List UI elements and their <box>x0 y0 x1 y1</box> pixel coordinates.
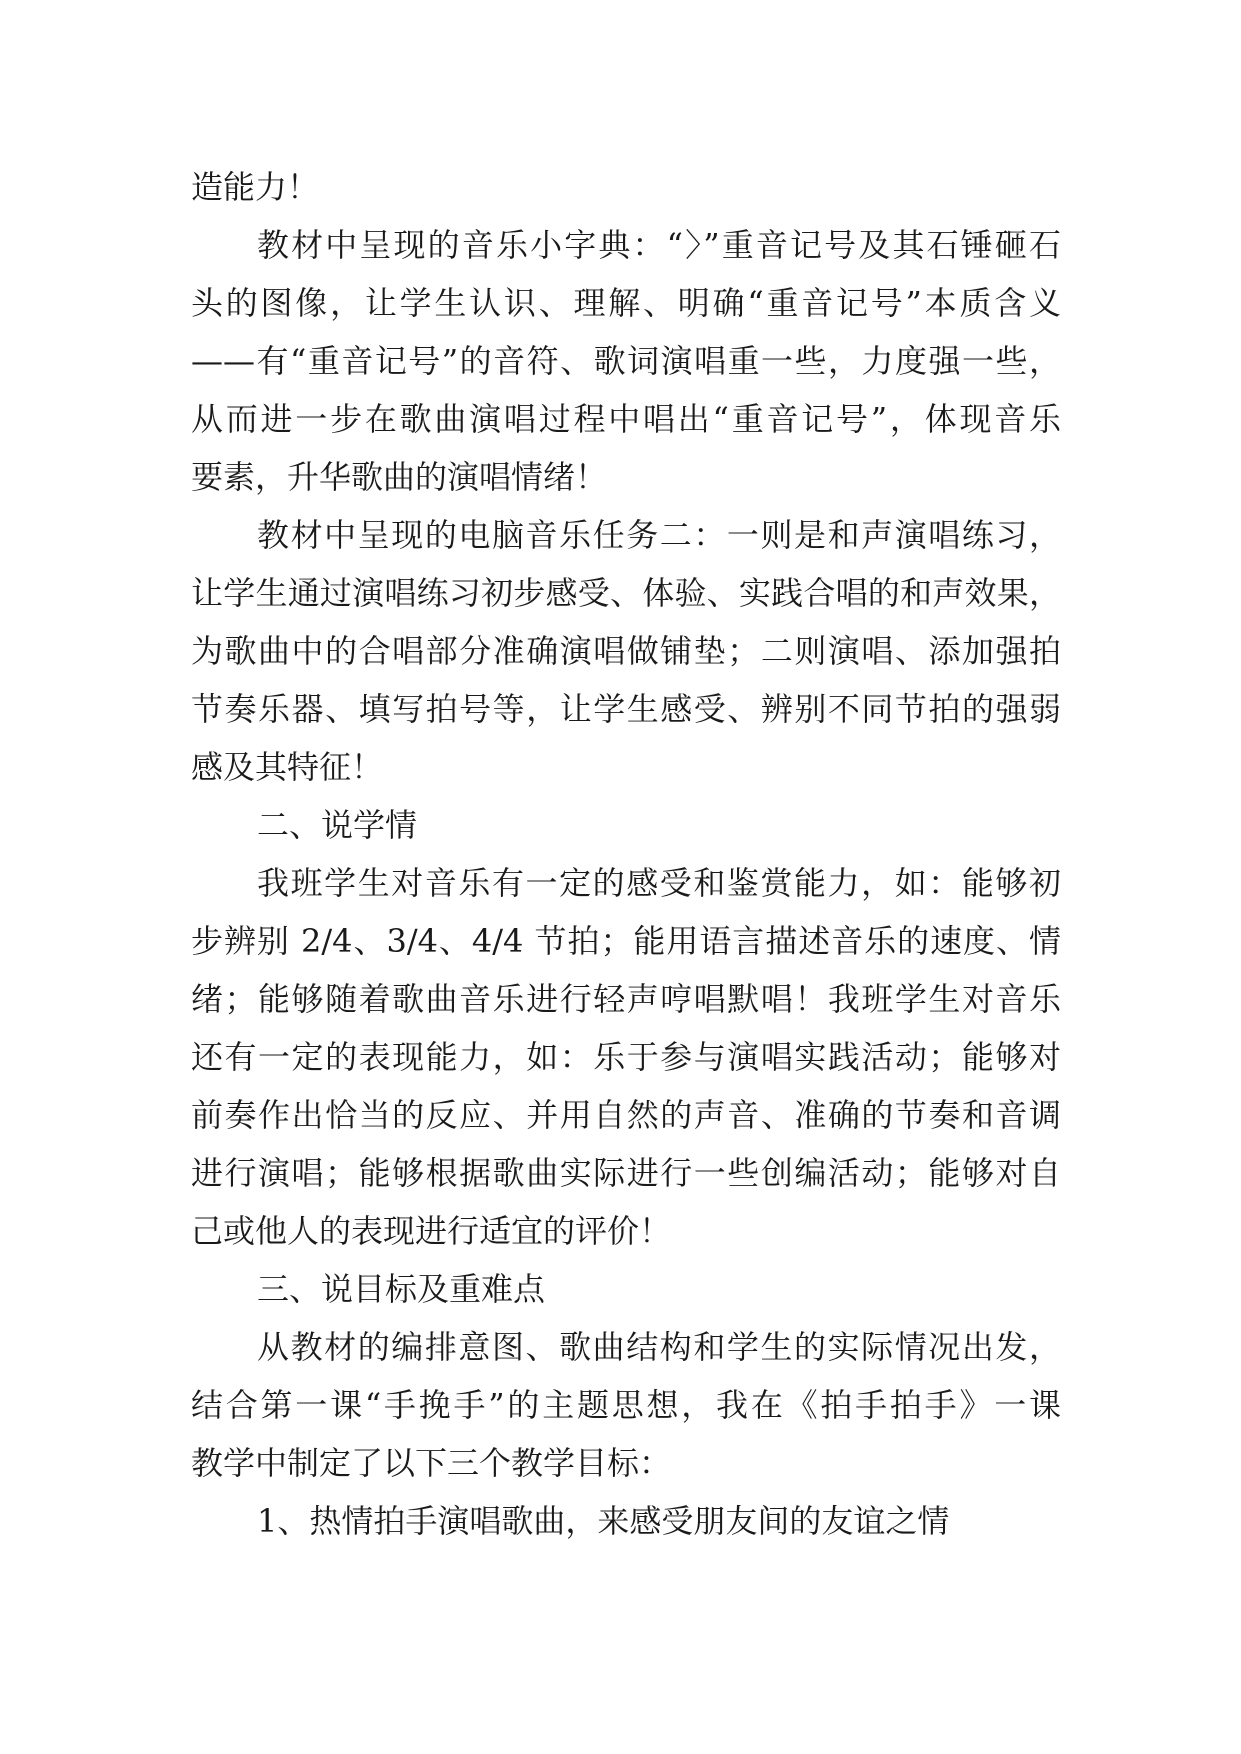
text-line: 让学生通过演唱练习初步感受、体验、实践合唱的和声效果， <box>191 574 1061 612</box>
text-line: ——有“重音记号”的音符、歌词演唱重一些，力度强一些， <box>191 342 1061 380</box>
paragraph-start: 教材中呈现的电脑音乐任务二：一则是和声演唱练习， <box>257 516 1061 554</box>
text-line: 节奏乐器、填写拍号等，让学生感受、辨别不同节拍的强弱 <box>191 690 1061 728</box>
text-line: 要素，升华歌曲的演唱情绪！ <box>191 458 608 496</box>
text-line: 感及其特征！ <box>191 748 384 786</box>
text-line: 进行演唱；能够根据歌曲实际进行一些创编活动；能够对自 <box>191 1154 1061 1192</box>
text-line: 前奏作出恰当的反应、并用自然的声音、准确的节奏和音调 <box>191 1096 1061 1134</box>
paragraph-start: 教材中呈现的音乐小字典：“〉”重音记号及其石锤砸石 <box>257 226 1061 264</box>
text-line: 造能力！ <box>191 168 320 206</box>
text-line: 步辨别 2/4、3/4、4/4 节拍；能用语言描述音乐的速度、情 <box>191 922 1061 960</box>
text-line: 绪；能够随着歌曲音乐进行轻声哼唱默唱！我班学生对音乐 <box>191 980 1061 1018</box>
list-item: 1、热情拍手演唱歌曲，来感受朋友间的友谊之情 <box>257 1502 950 1540</box>
section-heading: 三、说目标及重难点 <box>257 1270 546 1308</box>
text-line: 头的图像，让学生认识、理解、明确“重音记号”本质含义 <box>191 284 1061 322</box>
text-line: 己或他人的表现进行适宜的评价！ <box>191 1212 672 1250</box>
text-line: 还有一定的表现能力，如：乐于参与演唱实践活动；能够对 <box>191 1038 1061 1076</box>
paragraph-start: 从教材的编排意图、歌曲结构和学生的实际情况出发， <box>257 1328 1061 1366</box>
document-body <box>191 158 1061 1550</box>
text-line: 教学中制定了以下三个教学目标： <box>191 1444 672 1482</box>
section-heading: 二、说学情 <box>257 806 418 844</box>
text-line: 为歌曲中的合唱部分准确演唱做铺垫；二则演唱、添加强拍 <box>191 632 1061 670</box>
text-line: 结合第一课“手挽手”的主题思想，我在《拍手拍手》一课 <box>191 1386 1061 1424</box>
paragraph-start: 我班学生对音乐有一定的感受和鉴赏能力，如：能够初 <box>257 864 1061 902</box>
text-line: 从而进一步在歌曲演唱过程中唱出“重音记号”，体现音乐 <box>191 400 1061 438</box>
